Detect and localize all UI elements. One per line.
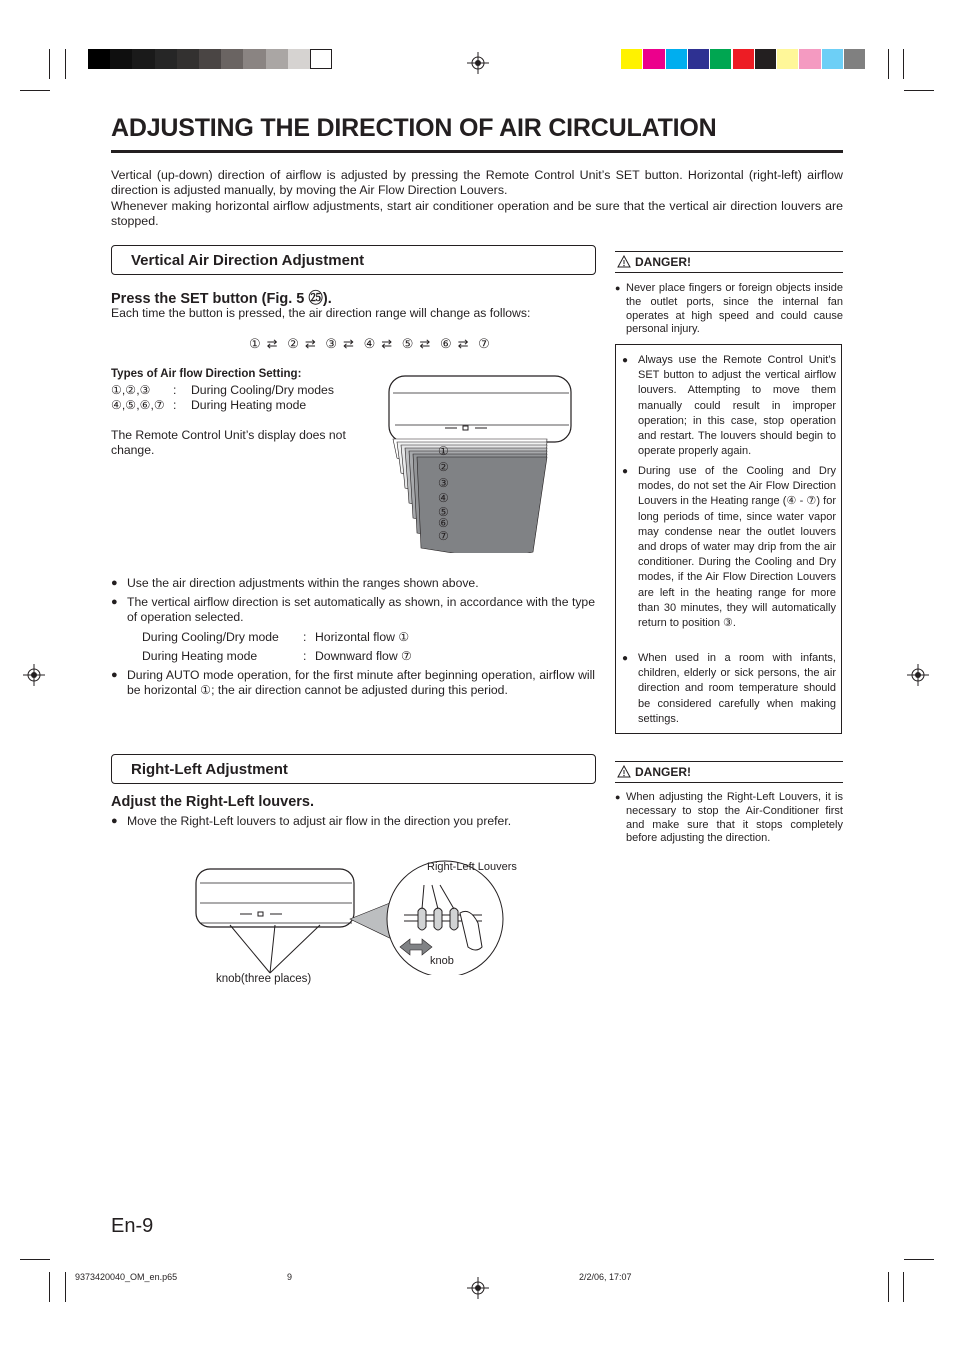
crop-mark: [65, 49, 66, 79]
danger-text: [615, 282, 843, 337]
danger-label: DANGER!: [635, 255, 691, 269]
caution-box: [615, 344, 842, 734]
vertical-section-header: [111, 245, 596, 275]
airflow-range-shape: [417, 457, 547, 553]
intro-text: [111, 168, 843, 230]
auto-mode-value: Downward flow ⑦: [315, 649, 412, 663]
crop-mark: [49, 1272, 50, 1302]
grayscale-swatch: [288, 49, 310, 69]
color-swatch: [799, 49, 820, 69]
crop-mark: [20, 1259, 50, 1260]
bullet-icon: ●: [111, 596, 118, 608]
set-button-desc: Each time the button is pressed, the air direction range will change as follows:: [111, 306, 531, 320]
sequence-step: ④: [363, 336, 376, 351]
crop-mark: [65, 1272, 66, 1302]
right-left-louver-figure: [190, 855, 520, 975]
types-row: [111, 383, 371, 398]
footer-date: 2/2/06, 17:07: [579, 1272, 632, 1282]
grayscale-swatch: [221, 49, 243, 69]
knob-places-label: knob(three places): [216, 973, 312, 985]
right-left-section-header: [111, 754, 596, 784]
grayscale-swatch: [199, 49, 221, 69]
color-swatch: [844, 49, 865, 69]
warning-triangle-icon: [617, 255, 631, 268]
cycle-arrow-icon: ⇄: [266, 336, 278, 351]
bullet-item: [111, 814, 611, 829]
color-swatch: [822, 49, 843, 69]
registration-mark-icon: [23, 664, 45, 686]
bullet-icon: ●: [622, 355, 629, 366]
type-mode: During Cooling/Dry modes: [191, 383, 334, 397]
bullet-item: [111, 668, 595, 699]
figure-position-label: ⑤: [438, 505, 449, 519]
grayscale-swatch: [177, 49, 199, 69]
caution-text: During use of the Cooling and Dry modes, do not set the Air Flow Direction Louvers in the Heating range (④ - ⑦) for long periods of time, since water vapor may condense near the outlet louvers and drops of water may drip from the air conditioner. During the Cooling and Dry modes, if the Air Flow Direction Louvers are left in the heating range for more than 30 minutes, they will automatically return to position ③.: [638, 465, 836, 630]
bullet-item: [111, 595, 595, 626]
bullet-icon: ●: [111, 669, 118, 681]
type-mode: During Heating mode: [191, 398, 307, 412]
bullet-text: Move the Right-Left louvers to adjust air flow in the direction you prefer.: [127, 814, 512, 828]
sequence-step: ①: [249, 336, 261, 351]
set-button-subhead: Press the SET button (Fig. 5 ㉕).: [111, 291, 332, 307]
danger-body: Never place fingers or foreign objects inside the outlet ports, since the internal fan operates at high speed and could cause personal injury.: [626, 282, 843, 336]
crop-mark: [904, 1259, 934, 1260]
crop-mark: [888, 49, 889, 79]
cycle-arrow-icon: ⇄: [304, 336, 316, 351]
type-positions: ④,⑤,⑥,⑦: [111, 398, 165, 412]
caution-item: [622, 353, 836, 459]
grayscale-swatch: [110, 49, 132, 69]
auto-mode-row: [142, 630, 409, 644]
danger-text: [615, 791, 843, 846]
bullet-text: The vertical airflow direction is set automatically as shown, in accordance with the type of operation selected.: [127, 595, 595, 625]
intro-paragraph: Whenever making horizontal airflow adjustments, start air conditioner operation and be sure that the vertical air direction louvers are stopped.: [111, 198, 843, 229]
color-swatch: [621, 49, 642, 69]
cycle-arrow-icon: ⇄: [343, 336, 354, 351]
figure-position-label: ①: [438, 444, 449, 458]
sequence-step: ③: [325, 336, 338, 351]
knob-label: knob: [430, 955, 454, 967]
types-row: [111, 398, 371, 413]
color-swatch: [755, 49, 776, 69]
grayscale-swatch: [155, 49, 177, 69]
registration-mark-icon: [467, 1277, 489, 1299]
crop-mark: [888, 1272, 889, 1302]
danger-header: [615, 251, 843, 273]
figure-position-label: ②: [438, 460, 449, 474]
auto-mode-name: During Heating mode: [142, 649, 258, 663]
type-sep: :: [173, 398, 177, 412]
display-note: The Remote Control Unit’s display does not change.: [111, 428, 346, 458]
bullet-text: During AUTO mode operation, for the first minute after beginning operation, airflow will be horizontal ①; the air direction cannot be adjusted during this period.: [127, 668, 595, 698]
grayscale-swatch: [266, 49, 288, 69]
page-title: ADJUSTING THE DIRECTION OF AIR CIRCULATION: [111, 114, 717, 142]
warning-triangle-icon: [617, 765, 631, 778]
type-positions: ①,②,③: [111, 383, 151, 397]
bullet-icon: ●: [111, 577, 118, 589]
crop-mark: [904, 90, 934, 91]
footer-page: 9: [287, 1272, 293, 1282]
bullet-icon: ●: [615, 283, 621, 293]
cycle-arrow-icon: ⇄: [457, 336, 469, 351]
auto-mode-row: [142, 649, 412, 663]
bullet-icon: ●: [615, 792, 621, 802]
caution-text: Always use the Remote Control Unit’s SET button to adjust the vertical airflow louvers. Attempting to move them manually could result in improper operation; in this case, stop operation and restart. The louvers should begin to operate properly again.: [638, 354, 836, 458]
color-swatch: [733, 49, 754, 69]
registration-mark-icon: [467, 52, 489, 74]
airflow-direction-figure: [385, 373, 575, 553]
page-number: En-9: [111, 1215, 154, 1237]
direction-sequence: [249, 336, 496, 352]
bullet-item: [111, 576, 595, 591]
sequence-step: ⑤: [401, 336, 414, 351]
intro-paragraph: Vertical (up-down) direction of airflow is adjusted by pressing the Remote Control Unit’s SET button. Horizontal (right-left) airflow direction is adjusted manually, by moving the Air Flow Direction Louvers.: [111, 168, 843, 198]
crop-mark: [903, 1272, 904, 1302]
sequence-step: ②: [287, 336, 299, 351]
section-heading: Vertical Air Direction Adjustment: [131, 252, 365, 269]
grayscale-swatch: [243, 49, 265, 69]
section-heading: Right-Left Adjustment: [131, 761, 288, 778]
figure-position-label: ⑦: [438, 529, 449, 543]
figure-position-label: ⑥: [438, 516, 449, 530]
crop-mark: [20, 90, 50, 91]
caution-item: [622, 651, 836, 727]
crop-mark: [903, 49, 904, 79]
bullet-text: Use the air direction adjustments within the ranges shown above.: [127, 576, 479, 590]
danger-header: [615, 761, 843, 783]
cycle-arrow-icon: ⇄: [381, 336, 393, 351]
types-title: Types of Air flow Direction Setting:: [111, 368, 302, 380]
color-swatch: [666, 49, 687, 69]
right-left-subhead: Adjust the Right-Left louvers.: [111, 794, 314, 810]
grayscale-swatch: [310, 49, 332, 69]
danger-body: When adjusting the Right-Left Louvers, it is necessary to stop the Air-Conditioner first and make sure that it stops completely before adjusting the direction.: [626, 791, 843, 845]
crop-mark: [49, 49, 50, 79]
title-rule: [111, 150, 843, 153]
color-swatch: [643, 49, 664, 69]
type-sep: :: [173, 383, 177, 397]
cycle-arrow-icon: ⇄: [419, 336, 431, 351]
auto-mode-value: Horizontal flow ①: [315, 630, 410, 644]
sequence-step: ⑥: [439, 336, 452, 351]
bullet-icon: ●: [622, 466, 629, 477]
grayscale-swatch: [132, 49, 154, 69]
caution-item: [622, 464, 836, 631]
figure-position-label: ④: [438, 491, 449, 505]
registration-mark-icon: [907, 664, 929, 686]
color-swatch: [777, 49, 798, 69]
louvers-label: Right-Left Louvers: [427, 861, 517, 873]
auto-mode-sep: :: [303, 649, 307, 663]
color-swatch: [710, 49, 731, 69]
sequence-step: ⑦: [478, 336, 490, 351]
auto-mode-sep: :: [303, 630, 307, 644]
color-swatch: [688, 49, 709, 69]
footer-file: 9373420040_OM_en.p65: [75, 1272, 178, 1282]
grayscale-swatch: [88, 49, 110, 69]
figure-position-label: ③: [438, 476, 449, 490]
caution-text: When used in a room with infants, children, elderly or sick persons, the air direction and room temperature should be considered carefully when making settings.: [638, 652, 836, 725]
bullet-icon: ●: [111, 815, 118, 827]
bullet-icon: ●: [622, 653, 629, 664]
auto-mode-name: During Cooling/Dry mode: [142, 630, 279, 644]
danger-label: DANGER!: [635, 765, 691, 779]
